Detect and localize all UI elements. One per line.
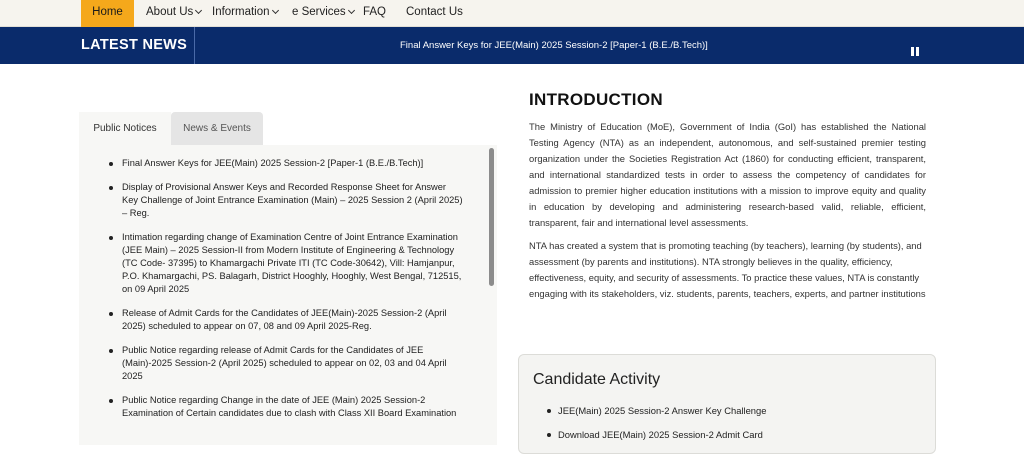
chevron-down-icon [271,7,278,14]
nav-home-label: Home [92,6,123,18]
nav-about-us[interactable] [146,0,201,27]
latest-news-bar [0,27,1024,64]
nav-information[interactable] [212,0,278,27]
chevron-down-icon [195,7,202,14]
notice-item[interactable]: Intimation regarding change of Examination Centre of Joint Entrance Examination (JEE Main) – 2025 Session-II from Modern Institute of Engineering & Technology (TC Code- 37395) to Khamargachi Private ITI (TC Code-30642), Vill: Hamjanpur, P.O. Khamargachi, PS. Balagarh, District Hooghly, Hooghly, West Bengal, 712515, on 09 April 2025 [109,231,464,296]
news-ticker-link[interactable]: Final Answer Keys for JEE(Main) 2025 Session-2 [Paper-1 (B.E./B.Tech)] [400,40,708,51]
nav-contact-us[interactable] [406,0,463,27]
notice-list [109,157,464,431]
nav-faq[interactable] [363,0,386,27]
notice-item[interactable]: Release of Admit Cards for the Candidates of JEE(Main)-2025 Session-2 (April 2025) scheduled to appear on 07, 08 and 09 April 2025-Reg. [109,307,464,333]
chevron-down-icon [348,7,355,14]
introduction-paragraph: NTA has created a system that is promoting teaching (by teachers), learning (by students), and assessment (by parents and institutions). NTA strongly believes in the quality, efficiency, effectiveness, equity, and security of assessments. To practice these values, NTA is constantly engaging with its stakeholders, viz. students, parents, teachers, experts, and partner institutions [529,240,926,299]
activity-link-answer-key-challenge[interactable]: JEE(Main) 2025 Session-2 Answer Key Challenge [547,404,766,417]
introduction-heading: INTRODUCTION [529,90,663,109]
notice-item[interactable]: Public Notice regarding release of Admit Cards for the Candidates of JEE (Main)-2025 Session-2 (April 2025) scheduled to appear on 02, 03 and 04 April 2025 [109,344,464,383]
tab-public-notices[interactable]: Public Notices [79,112,171,145]
introduction-paragraph: The Ministry of Education (MoE), Government of India (GoI) has established the National Testing Agency (NTA) as an independent, autonomous, and self-sustained premier testing organization under the Societies Registration Act (1860) for conducting efficient, transparent, and international standardized tests in order to assess the competency of candidates for admission to premier higher education institutions with a mission to improve equity and quality in education by developing and administering research-based valid, reliable, efficient, transparent, fair and international level assessments. [529,121,926,228]
top-navigation [0,0,1024,27]
notice-item[interactable]: Final Answer Keys for JEE(Main) 2025 Session-2 [Paper-1 (B.E./B.Tech)] [109,157,464,170]
notice-item[interactable]: Display of Provisional Answer Keys and Recorded Response Sheet for Answer Key Challenge of Joint Entrance Examination (Main) – 2025 Session 2 (April 2025) – Reg. [109,181,464,220]
nav-home[interactable] [81,0,134,27]
candidate-activity-heading: Candidate Activity [533,371,661,388]
pause-icon[interactable] [911,47,920,56]
nav-e-services[interactable] [292,0,354,27]
public-notices-panel [79,145,497,445]
notices-scrollbar[interactable] [489,148,494,286]
activity-link-download-admit-card[interactable]: Download JEE(Main) 2025 Session-2 Admit Card [547,428,766,441]
news-divider [194,27,195,64]
latest-news-title: LATEST NEWS [81,37,188,53]
candidate-activity-panel [518,354,936,454]
nav-information-label: Information [212,6,270,18]
nav-about-us-label: About Us [146,6,194,18]
nav-faq-label: FAQ [363,6,387,18]
nav-e-services-label: e Services [292,6,346,18]
notice-item[interactable]: Public Notice regarding Change in the date of JEE (Main) 2025 Session-2 Examination of Certain candidates due to clash with Class XII Board Examination [109,394,464,420]
tab-news-events[interactable]: News & Events [171,112,263,145]
nav-contact-us-label: Contact Us [406,6,463,18]
